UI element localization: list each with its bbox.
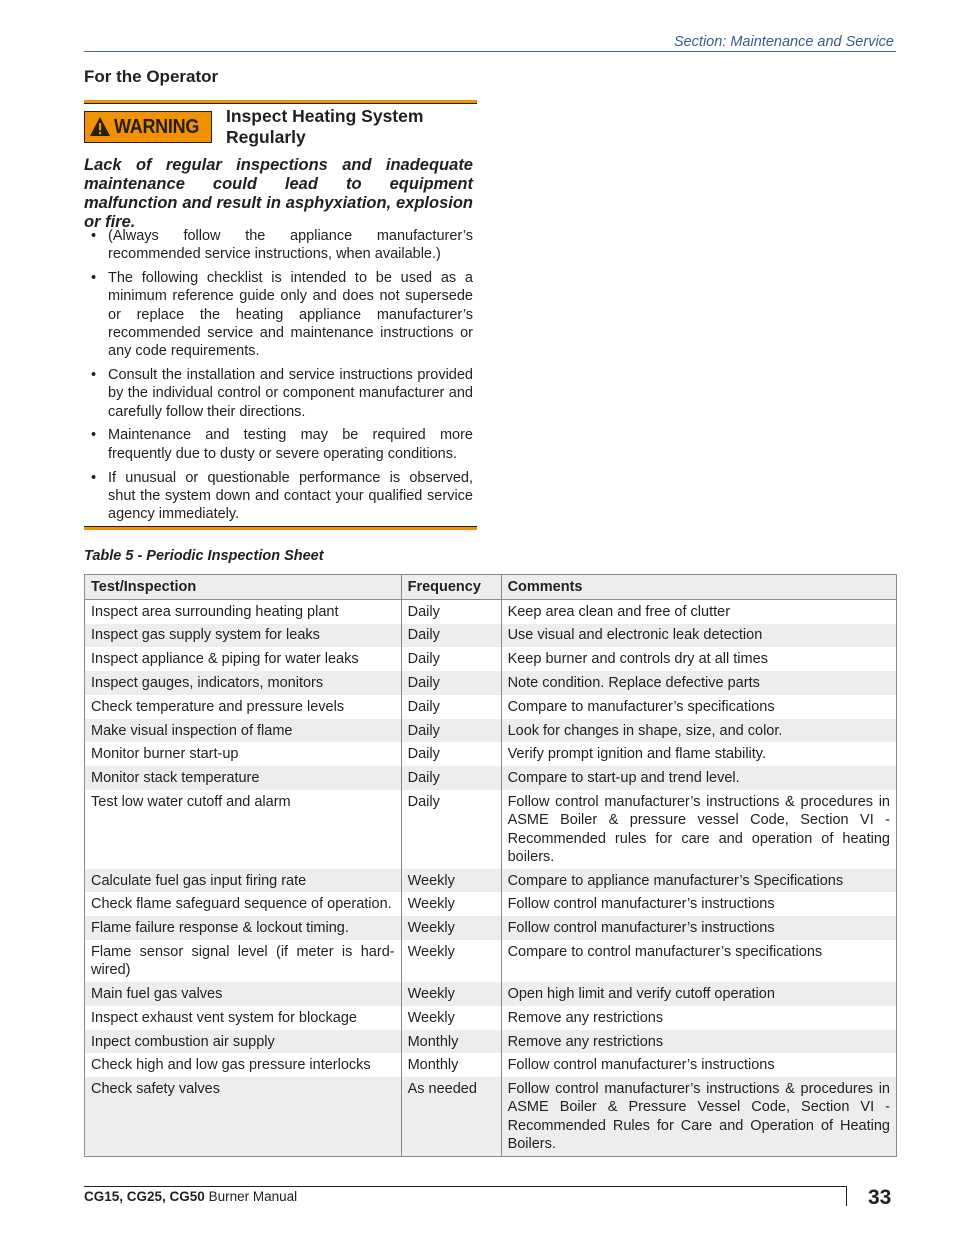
warning-bullet-list [84, 227, 473, 529]
cell-frequency: Daily [401, 719, 501, 743]
cell-comments: Compare to start-up and trend level. [501, 766, 896, 790]
warning-label: WARNING [114, 115, 200, 138]
cell-frequency: Weekly [401, 982, 501, 1006]
warning-body: Lack of regular inspections and inadequate maintenance could lead to equipment malfunction and result in asphyxiation, explosion or fire. [84, 156, 473, 231]
table-row [85, 892, 897, 916]
cell-test: Check temperature and pressure levels [85, 695, 402, 719]
bullet-item: • Consult the installation and service instructions provided by the individual control or component manufacturer and carefully follow their directions. [84, 366, 473, 421]
footer-rule [84, 1186, 847, 1187]
table-row [85, 766, 897, 790]
cell-comments: Compare to manufacturer’s specifications [501, 695, 896, 719]
page-heading: For the Operator [84, 67, 219, 86]
cell-comments: Follow control manufacturer’s instructions [501, 916, 896, 940]
table-row [85, 1006, 897, 1030]
table-row [85, 1030, 897, 1054]
table-row [85, 940, 897, 982]
cell-test: Check high and low gas pressure interlocks [85, 1053, 402, 1077]
bullet-item: • If unusual or questionable performance is observed, shut the system down and contact your qualified service agency immediately. [84, 469, 473, 524]
cell-test: Calculate fuel gas input firing rate [85, 869, 402, 893]
column-header-test: Test/Inspection [85, 575, 402, 600]
table-header-row [85, 575, 897, 600]
cell-test: Main fuel gas valves [85, 982, 402, 1006]
cell-frequency: Weekly [401, 869, 501, 893]
cell-comments: Keep area clean and free of clutter [501, 599, 896, 623]
footer-manual-title [84, 1189, 297, 1204]
warning-top-rule [84, 100, 477, 104]
section-title: Section: Maintenance and Service [673, 34, 894, 50]
cell-frequency: Daily [401, 624, 501, 648]
cell-test: Inspect area surrounding heating plant [85, 599, 402, 623]
cell-comments: Open high limit and verify cutoff operation [501, 982, 896, 1006]
cell-comments: Note condition. Replace defective parts [501, 671, 896, 695]
table-row [85, 599, 897, 623]
column-header-frequency: Frequency [401, 575, 501, 600]
table-row [85, 624, 897, 648]
cell-frequency: Monthly [401, 1030, 501, 1054]
cell-test: Monitor stack temperature [85, 766, 402, 790]
cell-frequency: Daily [401, 790, 501, 869]
table-body [85, 599, 897, 1156]
cell-frequency: Daily [401, 647, 501, 671]
cell-test: Inspect appliance & piping for water leaks [85, 647, 402, 671]
cell-comments: Verify prompt ignition and flame stability. [501, 742, 896, 766]
table-row [85, 916, 897, 940]
table-caption: Table 5 - Periodic Inspection Sheet [84, 548, 324, 564]
cell-frequency: Daily [401, 695, 501, 719]
bullet-item: • The following checklist is intended to be used as a minimum reference guide only and does not supersede or replace the heating appliance manufacturer’s recommended service and maintenance instructions or any code requirements. [84, 269, 473, 360]
section-header [84, 34, 896, 52]
periodic-inspection-table [84, 574, 897, 1157]
cell-frequency: Weekly [401, 1006, 501, 1030]
cell-frequency: Monthly [401, 1053, 501, 1077]
page-number: 33 [868, 1186, 892, 1209]
cell-test: Inspect exhaust vent system for blockage [85, 1006, 402, 1030]
cell-test: Make visual inspection of flame [85, 719, 402, 743]
footer-divider [846, 1186, 847, 1206]
cell-test: Inspect gas supply system for leaks [85, 624, 402, 648]
table-row [85, 1053, 897, 1077]
cell-test: Inpect combustion air supply [85, 1030, 402, 1054]
warning-triangle-icon [89, 116, 111, 138]
table-row [85, 742, 897, 766]
cell-comments: Use visual and electronic leak detection [501, 624, 896, 648]
warning-title: Inspect Heating System Regularly [226, 106, 424, 147]
cell-frequency: Daily [401, 766, 501, 790]
cell-comments: Compare to control manufacturer’s specifications [501, 940, 896, 982]
cell-frequency: Daily [401, 671, 501, 695]
table-row [85, 869, 897, 893]
table-row [85, 647, 897, 671]
cell-frequency: Weekly [401, 892, 501, 916]
table-row [85, 790, 897, 869]
cell-comments: Keep burner and controls dry at all times [501, 647, 896, 671]
bullet-item: • Maintenance and testing may be required more frequently due to dusty or severe operating conditions. [84, 426, 473, 463]
cell-test: Check safety valves [85, 1077, 402, 1156]
table-row [85, 671, 897, 695]
cell-frequency: Weekly [401, 940, 501, 982]
cell-frequency: Weekly [401, 916, 501, 940]
cell-test: Inspect gauges, indicators, monitors [85, 671, 402, 695]
footer-manual: Burner Manual [204, 1189, 298, 1204]
column-header-comments: Comments [501, 575, 896, 600]
cell-comments: Look for changes in shape, size, and color. [501, 719, 896, 743]
warning-badge [84, 111, 212, 143]
cell-frequency: Daily [401, 599, 501, 623]
warning-bottom-rule [84, 526, 477, 530]
cell-comments: Follow control manufacturer’s instructions [501, 892, 896, 916]
cell-test: Check flame safeguard sequence of operation. [85, 892, 402, 916]
cell-comments: Follow control manufacturer’s instructions & procedures in ASME Boiler & pressure vessel Code, Section VI - Recommended rules for care and operation of heating boilers. [501, 790, 896, 869]
table-row [85, 719, 897, 743]
table-row [85, 982, 897, 1006]
cell-comments: Remove any restrictions [501, 1006, 896, 1030]
cell-frequency: As needed [401, 1077, 501, 1156]
footer-models: CG15, CG25, CG50 [84, 1189, 205, 1204]
bullet-item: • (Always follow the appliance manufacturer’s recommended service instructions, when available.) [84, 227, 473, 264]
cell-comments: Follow control manufacturer’s instructions [501, 1053, 896, 1077]
cell-test: Flame sensor signal level (if meter is hard-wired) [85, 940, 402, 982]
table-row [85, 1077, 897, 1156]
cell-test: Flame failure response & lockout timing. [85, 916, 402, 940]
cell-test: Monitor burner start-up [85, 742, 402, 766]
cell-test: Test low water cutoff and alarm [85, 790, 402, 869]
cell-frequency: Daily [401, 742, 501, 766]
cell-comments: Compare to appliance manufacturer’s Specifications [501, 869, 896, 893]
cell-comments: Follow control manufacturer’s instructions & procedures in ASME Boiler & Pressure Vessel Code, Section VI - Recommended Rules for Care and Operation of Heating Boilers. [501, 1077, 896, 1156]
cell-comments: Remove any restrictions [501, 1030, 896, 1054]
table-row [85, 695, 897, 719]
